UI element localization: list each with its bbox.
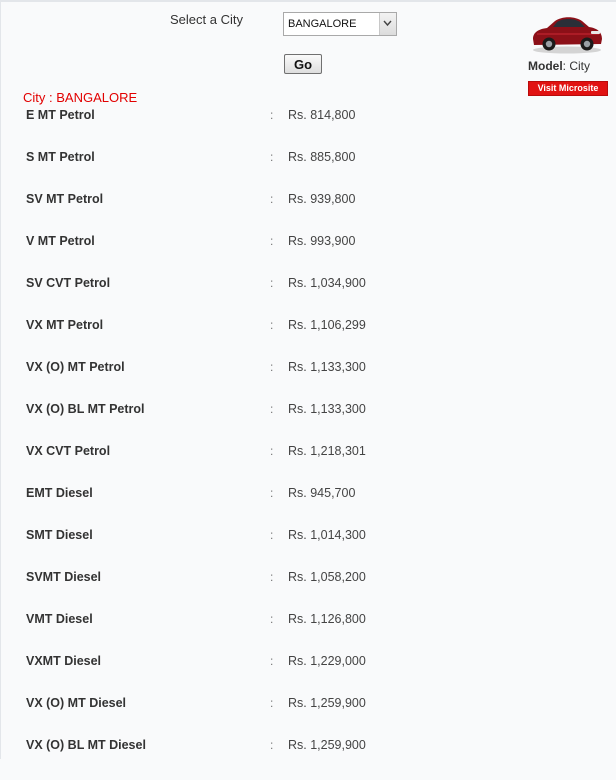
variant-name: VX (O) MT Petrol — [26, 360, 125, 374]
price-row — [0, 444, 616, 486]
variant-price: Rs. 1,229,000 — [288, 654, 366, 668]
separator: : — [270, 612, 274, 626]
variant-price: Rs. 1,133,300 — [288, 402, 366, 416]
select-city-label: Select a City — [170, 12, 243, 27]
variant-price: Rs. 1,034,900 — [288, 276, 366, 290]
variant-price: Rs. 1,058,200 — [288, 570, 366, 584]
separator: : — [270, 108, 274, 122]
separator: : — [270, 402, 274, 416]
separator: : — [270, 696, 274, 710]
variant-price: Rs. 945,700 — [288, 486, 356, 500]
city-dropdown-value: BANGALORE — [288, 18, 357, 30]
variant-name: S MT Petrol — [26, 150, 95, 164]
price-row — [0, 528, 616, 570]
variant-name: VX (O) BL MT Diesel — [26, 738, 146, 752]
city-dropdown[interactable] — [283, 12, 397, 36]
variant-price: Rs. 1,259,900 — [288, 738, 366, 752]
separator: : — [270, 738, 274, 752]
price-row — [0, 318, 616, 360]
separator: : — [270, 654, 274, 668]
separator: : — [270, 150, 274, 164]
price-list — [0, 108, 616, 780]
model-value: City — [569, 59, 591, 73]
variant-name: E MT Petrol — [26, 108, 95, 122]
separator: : — [270, 276, 274, 290]
variant-price: Rs. 1,126,800 — [288, 612, 366, 626]
variant-name: VMT Diesel — [26, 612, 93, 626]
variant-name: VXMT Diesel — [26, 654, 102, 668]
variant-name: SV MT Petrol — [26, 192, 104, 206]
variant-price: Rs. 814,800 — [288, 108, 356, 122]
price-row — [0, 150, 616, 192]
model-info — [528, 59, 590, 73]
variant-name: VX CVT Petrol — [26, 444, 111, 458]
variant-name: SV CVT Petrol — [26, 276, 111, 290]
price-row — [0, 612, 616, 654]
price-row — [0, 192, 616, 234]
variant-name: V MT Petrol — [26, 234, 95, 248]
variant-name: VX (O) MT Diesel — [26, 696, 127, 710]
variant-name: SVMT Diesel — [26, 570, 102, 584]
separator: : — [270, 360, 274, 374]
variant-price: Rs. 993,900 — [288, 234, 356, 248]
separator: : — [270, 318, 274, 332]
price-row — [0, 654, 616, 696]
variant-price: Rs. 1,218,301 — [288, 444, 366, 458]
price-row — [0, 276, 616, 318]
separator: : — [270, 528, 274, 542]
variant-price: Rs. 1,106,299 — [288, 318, 366, 332]
visit-microsite-button[interactable]: Visit Microsite — [528, 81, 608, 96]
price-row — [0, 360, 616, 402]
price-row — [0, 402, 616, 444]
variant-price: Rs. 885,800 — [288, 150, 356, 164]
variant-price: Rs. 939,800 — [288, 192, 356, 206]
model-colon: : — [562, 59, 570, 73]
variant-price: Rs. 1,133,300 — [288, 360, 366, 374]
separator: : — [270, 570, 274, 584]
separator: : — [270, 234, 274, 248]
price-row — [0, 570, 616, 612]
top-border — [0, 0, 616, 2]
separator: : — [270, 192, 274, 206]
variant-name: EMT Diesel — [26, 486, 93, 500]
variant-name: VX MT Petrol — [26, 318, 104, 332]
variant-name: SMT Diesel — [26, 528, 93, 542]
price-row — [0, 486, 616, 528]
price-row — [0, 108, 616, 150]
separator: : — [270, 486, 274, 500]
variant-price: Rs. 1,014,300 — [288, 528, 366, 542]
separator: : — [270, 444, 274, 458]
go-button[interactable]: Go — [284, 54, 322, 74]
city-heading: City : BANGALORE — [23, 90, 138, 105]
price-row — [0, 696, 616, 738]
chevron-down-icon — [383, 20, 392, 27]
price-row — [0, 234, 616, 276]
variant-price: Rs. 1,259,900 — [288, 696, 366, 710]
variant-name: VX (O) BL MT Petrol — [26, 402, 145, 416]
dropdown-arrow[interactable] — [379, 13, 396, 35]
price-row — [0, 738, 616, 780]
model-label: Model — [528, 59, 563, 73]
car-image — [529, 8, 605, 56]
